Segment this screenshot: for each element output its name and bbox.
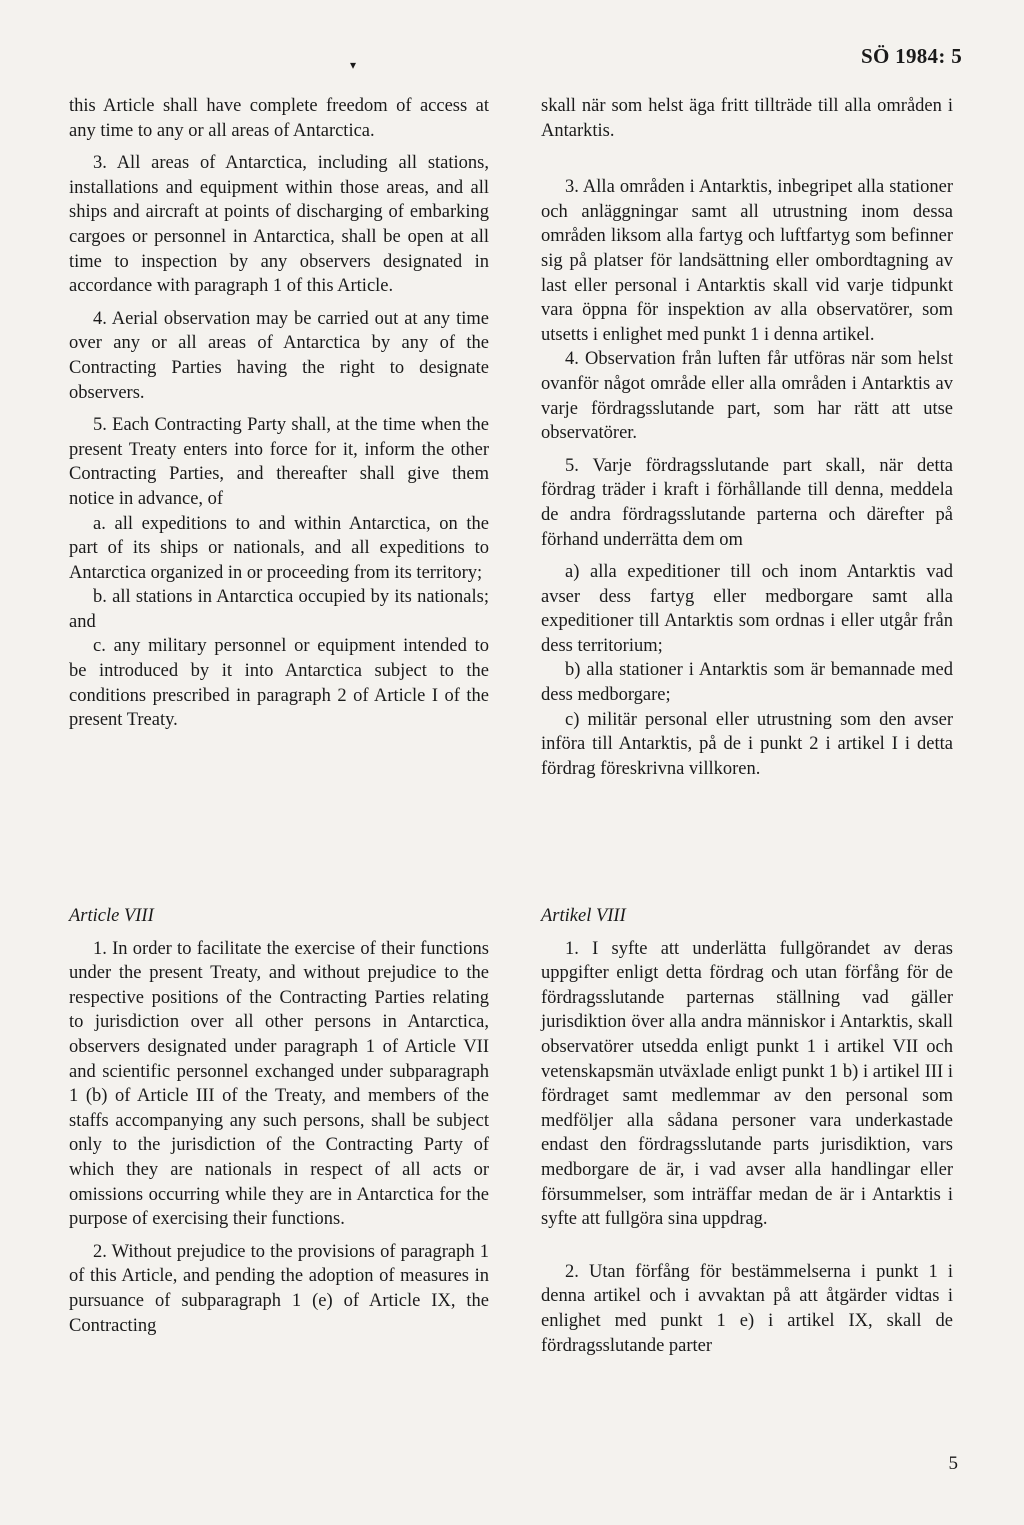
paragraph: 5. Varje fördragsslutande part skall, när detta fördrag träder i kraft i förhållande till denna, meddela de andra fördragsslutande parterna och därefter på förhand underrätta dem om: [541, 455, 953, 550]
paragraph: 1. I syfte att underlätta fullgörandet av deras uppgifter enligt detta fördrag och utan förfång för de fördragsslutande parternas ställning vad gäller jurisdiktion över alla andra människor i Antarktis, skall observatörer utsedda enligt punkt 1 i artikel VII och vetenskapsmän utväxlade enligt punkt 1 b) i artikel III i fördraget samt medlemmar av den personal som medföljer alla sådana personer vara underkastade endast den fördragsslutande parts jurisdiktion, vars medborgare de är, i vad avser alla handlingar eller försummelser, som inträffar medan de är i Antarktis i syfte att fullgöra sina uppdrag.: [541, 938, 953, 1230]
paragraph: 1. In order to facilitate the exercise of their functions under the present Treaty, and without prejudice to the respective positions of the Contracting Parties relating to jurisdiction over all other persons in Antarctica, observers designated under paragraph 1 of Article VII and scientific personnel exchanged under subparagraph 1 (b) of Article III of the Treaty, and members of the staffs accompanying any such persons, shall be subject only to the jurisdiction of the Contracting Party of which they are nationals in respect of all acts or omissions occurring while they are in Antarctica for the purpose of exercising their functions.: [69, 938, 489, 1230]
paragraph: a. all expeditions to and within Antarctica, on the part of its ships or nationals, and all expeditions to Antarctica organized in or proceeding from its territory;: [69, 513, 489, 583]
paragraph: 3. All areas of Antarctica, including all stations, installations and equipment within those areas, and all ships and aircraft at points of discharging of embarking cargoes or personnel in Antarctica, shall be open at all time to inspection by any observers designated in accordance with paragraph 1 of this Article.: [69, 153, 489, 297]
english-column-top: [69, 94, 489, 733]
page-number: 5: [948, 1453, 958, 1474]
article-title: Article VIII: [69, 906, 154, 926]
paragraph: a) alla expeditioner till och inom Antarktis vad avser dess fartyg eller medborgare samt alla expeditioner till Antarktis som ordnas i eller utgår från dess territorium;: [541, 562, 953, 656]
paragraph: 3. Alla områden i Antarktis, inbegripet alla stationer och anläggningar samt all utrustning inom dessa områden liksom alla fartyg och luftfartyg som befinner sig på platser för landsättning eller ombordtagning av last eller personal i Antarktis skall vid varje tidpunkt vara öppna för inspektion av alla observatörer, som utsetts i enlighet med punkt 1 i denna artikel.: [541, 177, 953, 345]
paragraph: c) militär personal eller utrustning som den avser införa till Antarktis, på de i punkt 2 i artikel I i detta fördrag föreskrivna villkoren.: [541, 709, 953, 779]
paragraph: skall när som helst äga fritt tillträde till alla områden i Antarktis.: [541, 96, 953, 141]
paragraph: 5. Each Contracting Party shall, at the time when the present Treaty enters into force for it, inform the other Contracting Parties, and thereafter shall give them notice in advance, of: [69, 415, 489, 509]
swedish-article-section: [541, 904, 953, 1358]
paragraph: b) alla stationer i Antarktis som är bemannade med dess medborgare;: [541, 660, 953, 706]
scan-mark: ▾: [350, 58, 357, 72]
paragraph: c. any military personnel or equipment intended to be introduced by it into Antarctica subject to the conditions prescribed in paragraph 2 of Article I of the present Treaty.: [69, 636, 489, 731]
english-article-section: [69, 904, 489, 1338]
paragraph: 2. Without prejudice to the provisions of paragraph 1 of this Article, and pending the adoption of measures in pursuance of subparagraph 1 (e) of Article IX, the Contracting: [69, 1241, 489, 1336]
paragraph: 4. Observation från luften får utföras när som helst ovanför något område eller alla områden i Antarktis av varje fördragsslutande part, som har rätt att utse observatörer.: [541, 349, 953, 444]
swedish-column-top: [541, 94, 953, 781]
paragraph: this Article shall have complete freedom of access at any time to any or all areas of Antarctica.: [69, 96, 489, 141]
paragraph: 4. Aerial observation may be carried out at any time over any or all areas of Antarctica by any of the Contracting Parties having the right to designate observers.: [69, 308, 489, 403]
article-title: Artikel VIII: [541, 906, 626, 926]
paragraph: b. all stations in Antarctica occupied by its nationals; and: [69, 587, 489, 632]
paragraph: 2. Utan förfång för bestämmelserna i punkt 1 i denna artikel och i avvaktan på att åtgärder vidtas i enlighet med punkt 1 e) i artikel IX, skall de fördragsslutande parter: [541, 1261, 953, 1356]
document-code: SÖ 1984: 5: [860, 44, 962, 68]
